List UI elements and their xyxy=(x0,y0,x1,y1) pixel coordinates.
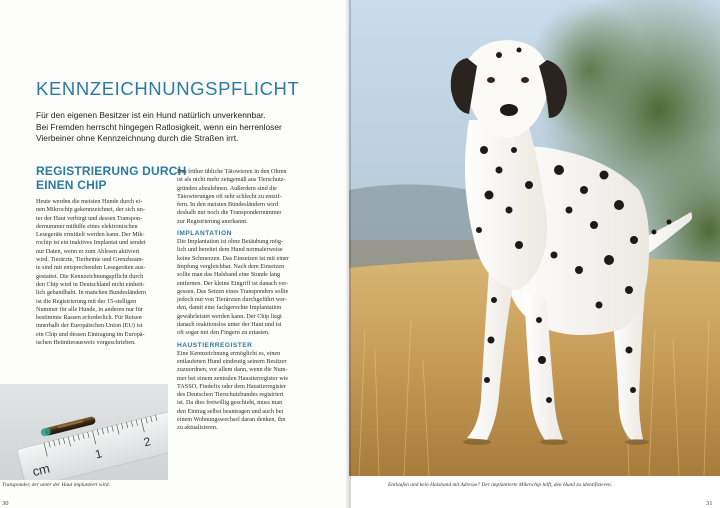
body-line: ist. Da dies freiwillig geschieht, muss man xyxy=(177,399,283,407)
body-line: dernummer mithilfe eines elektronischen xyxy=(36,222,138,230)
body-line: sollte man das Halsband eine Stunde lang xyxy=(177,271,281,279)
body-line: ter der Haut verbirgt und dessen Transpon- xyxy=(36,214,143,222)
body-line: Eine Kennzeichnung ermöglicht es, einen xyxy=(177,349,281,357)
body-line: entlaufenen Hund eindeutig seinem Besitzer xyxy=(177,357,287,365)
body-line: te sind mit entsprechenden Lesegeräten aus- xyxy=(36,264,146,272)
body-line: rochip ist ein inaktives Implantat und sendet xyxy=(36,239,146,247)
body-line: Lesegeräts ermittelt werden kann. Der Mik- xyxy=(36,231,145,239)
body-line: jedoch nur von Tierärzten durchgeführt wer- xyxy=(177,296,288,304)
section-title-line: REGISTRIERUNG DURCH xyxy=(36,164,187,178)
body-line: gründen abzulehnen. Außerdem sind die xyxy=(177,184,277,192)
implantation-heading: IMPLANTATION xyxy=(177,230,232,238)
ruler-number-label: 1 xyxy=(93,446,104,462)
body-line: nur Daten, wenn er zum Ablesen aktiviert xyxy=(36,247,140,255)
body-line: Heute werden die meisten Hunde durch ei- xyxy=(36,198,143,205)
body-line: Nummer für alle Hunde, in anderen nur für xyxy=(36,305,143,313)
body-line: danach reaktionslos unter der Haut und ist xyxy=(177,321,282,329)
body-line: des Deutschen Tierschutzbundes registriert xyxy=(177,391,284,399)
body-line: entfernen. Der kleine Eingriff ist danach ver- xyxy=(177,279,289,287)
body-line: lich und bereitet dem Hund normalerweise xyxy=(177,246,283,254)
body-line: ist als nicht mehr zeitgemäß aus Tierschutz- xyxy=(177,176,286,184)
body-line: zuzuordnen, vor allem dann, wenn die Num- xyxy=(177,366,288,374)
intro-line: Vierbeiner ohne Kennzeichnung durch die Straßen irrt. xyxy=(36,133,239,144)
body-line: ein Chip und dessen Eintragung im Europä- xyxy=(36,330,145,338)
body-line: nen Mikrochip gekennzeichnet, der sich un- xyxy=(36,206,145,214)
body-line: mer bei einem zentralen Haustierregister wie xyxy=(177,374,289,382)
body-line: fern. In den meisten Bundesländern wird xyxy=(177,201,279,209)
body-line: oft sogar mit den Fingern zu ertasten. xyxy=(177,329,270,337)
body-line: Tätowierungen oft sehr schlecht zu entzif- xyxy=(177,192,282,200)
photo-caption-left: Transponder, der unter der Haut implantiert wird. xyxy=(2,482,110,488)
body-line: gessen. Das Setzen eines Transponders sollte xyxy=(177,287,289,295)
body-line: deshalb nur noch die Transpondernummer xyxy=(177,209,282,217)
text-column-1 xyxy=(36,198,166,347)
text-column-2 xyxy=(177,168,339,433)
dalmatian-illustration xyxy=(349,0,720,476)
body-line: den, damit eine fachgerechte Implantation xyxy=(177,304,282,312)
body-line: innerhalb der Europäischen Union (EU) ist xyxy=(36,322,143,330)
body-line: gewährleistet werden kann. Der Chip liegt xyxy=(177,312,282,320)
body-line: wird. Tierärzte, Tierheime und Grenzbeam- xyxy=(36,256,144,264)
body-line: ist die Registrierung mit der 15-stelligen xyxy=(36,297,137,305)
page-number-left: 30 xyxy=(2,500,9,507)
body-line: Die Implantation ist ohne Betäubung mög- xyxy=(177,238,284,246)
body-line: TASSO, Findefix oder dem Haustierregister xyxy=(177,382,286,390)
intro-line: Bei Fremden herrscht hingegen Ratlosigkeit, wenn ein herrenloser xyxy=(36,121,282,132)
body-line: lich gehandhabt. In manchen Bundesländern xyxy=(36,289,147,297)
body-line: zu aktualisieren. xyxy=(177,424,218,432)
intro-line: Für den eigenen Besitzer ist ein Hund natürlich unverkennbar. xyxy=(36,110,266,120)
photo-caption-right: Entlaufen und kein Halsband mit Adresse? Der implantierte Mikrochip hilft, den Hund zu identifizieren. xyxy=(388,482,613,488)
body-line: gestattet. Die Kennzeichnungspflicht durch xyxy=(36,272,144,280)
body-line: bestimmte Rassen erforderlich. Für Reisen xyxy=(36,314,142,322)
body-line: einem Wohnungswechsel daran denken, ihn xyxy=(177,416,286,424)
body-line: ischen Heimtierausweis vorgeschrieben. xyxy=(36,339,136,347)
register-heading: HAUSTIERREGISTER xyxy=(177,341,253,349)
body-line: den Eintrag selbst beantragen und auch bei xyxy=(177,407,284,415)
body-line: Das früher übliche Tätowieren in den Ohren xyxy=(177,168,287,175)
body-line: keine Schmerzen. Das Einsetzen ist mit einer xyxy=(177,254,289,262)
body-line: Impfung vergleichbar. Nach dem Einsetzen xyxy=(177,262,285,270)
page-gutter xyxy=(345,0,351,508)
page-number-right: 31 xyxy=(706,500,713,507)
section-title xyxy=(36,164,187,192)
intro-paragraph xyxy=(36,110,338,145)
dalmatian-photo xyxy=(349,0,720,476)
page-title: KENNZEICHNUNGSPFLICHT xyxy=(36,78,300,99)
ruler-unit-label: cm xyxy=(30,460,52,480)
body-line: zur Registrierung anerkannt. xyxy=(177,217,248,225)
transponder-illustration xyxy=(0,384,168,480)
transponder-photo xyxy=(0,384,168,480)
body-line: den Chip wird in Deutschland nicht einheit- xyxy=(36,280,145,288)
ruler-number-label: 2 xyxy=(142,434,153,450)
section-title-line: EINEN CHIP xyxy=(36,177,107,192)
